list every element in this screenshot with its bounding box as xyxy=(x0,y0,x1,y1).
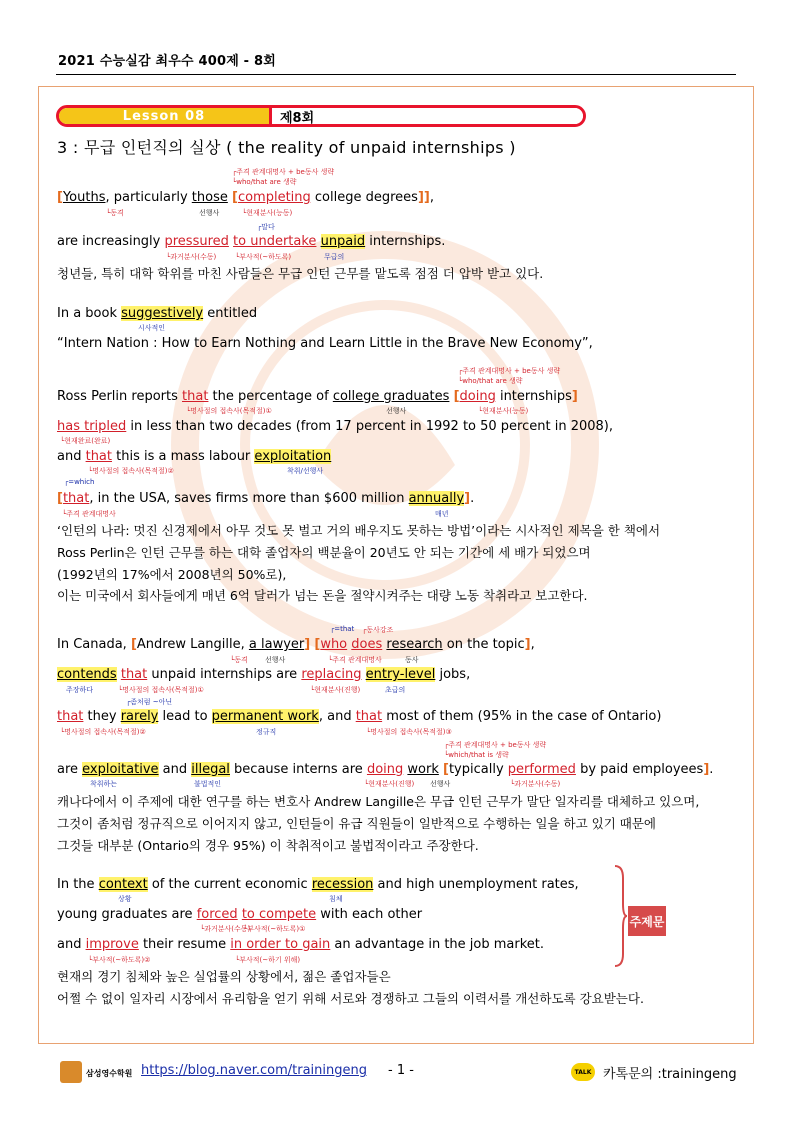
text: In the xyxy=(57,877,99,892)
sentence-line-1 xyxy=(57,190,434,205)
annotation: └who/that are 생략 xyxy=(458,377,523,385)
keyword: that xyxy=(85,449,112,464)
keyword: does xyxy=(351,637,383,652)
lesson-round: 제8회 xyxy=(272,108,583,124)
bracket: [ xyxy=(130,637,137,652)
translation: 이는 미국에서 회사들에게 매년 6억 달러가 넘는 돈을 절약시켜주는 대량 노동 착취라고 보고한다. xyxy=(57,588,588,603)
keyword: in order to gain xyxy=(230,937,331,952)
keyword: to compete xyxy=(241,907,317,922)
text: are increasingly xyxy=(57,234,165,249)
annotation: 불법적인 xyxy=(194,780,222,788)
annotation: └부사적(~하도록)① xyxy=(243,925,306,933)
annotation: └명사절의 접속사(목적절)③ xyxy=(366,728,452,736)
keyword: to undertake xyxy=(233,234,317,249)
annotation: 침체 xyxy=(329,895,343,903)
bracket: [ xyxy=(453,389,460,404)
keyword: pressured xyxy=(164,234,229,249)
text: , xyxy=(429,190,434,205)
translation: ‘인턴의 나라: 멋진 신경제에서 아무 것도 못 벌고 거의 배우지도 못하는 방법’이라는 시사적인 제목을 한 책에서 xyxy=(57,523,661,538)
annotation: 착취/선행사 xyxy=(287,467,324,475)
bracket: ] xyxy=(571,389,578,404)
header-rule xyxy=(56,74,736,75)
sentence-line-8 xyxy=(57,491,474,506)
annotation: ┌=which xyxy=(64,478,95,486)
translation: 그것이 좀처럼 정규직으로 이어지지 않고, 인턴들이 유급 직원들이 일반적으로 수행하는 일을 하고 있기 때문에 xyxy=(57,816,657,831)
word: Youths xyxy=(62,190,106,205)
keyword: doing xyxy=(459,389,496,404)
keyword: that xyxy=(57,709,84,724)
sentence-line-7 xyxy=(57,449,331,464)
sentence-line-6 xyxy=(57,419,613,434)
bracket: ]] xyxy=(417,190,430,205)
text: unpaid internships are xyxy=(147,667,302,682)
vocab-word: permanent work xyxy=(211,709,319,724)
annotation: └현재분사(진행) xyxy=(364,780,415,788)
keyword: who xyxy=(320,637,348,652)
vocab-word: contends xyxy=(57,667,117,682)
annotation: 선행사 xyxy=(430,780,451,788)
academy-name: 삼성영수학원 xyxy=(86,1069,133,1078)
keyword: improve xyxy=(85,937,139,952)
annotation: └명사절의 접속사(목적절)① xyxy=(118,686,204,694)
text: and high unemployment rates, xyxy=(373,877,579,892)
annotation: 선행사 xyxy=(265,656,286,664)
lesson-label: Lesson 08 xyxy=(59,108,269,124)
text: young graduates are xyxy=(57,907,197,922)
text: , xyxy=(240,637,249,652)
annotation: 무급의 xyxy=(324,253,345,261)
annotation: └명사절의 접속사(목적절)② xyxy=(60,728,146,736)
text: Ross Perlin reports xyxy=(57,389,183,404)
annotation: ┌주격 관계대명사 + be동사 생략 xyxy=(458,367,561,375)
annotation: 선행사 xyxy=(386,407,407,415)
keyword: that xyxy=(355,709,383,724)
sentence-line-13 xyxy=(57,877,579,892)
translation: 청년들, 특히 대학 학위를 마친 사람들은 무급 인턴 근무를 맡도록 점점 더 압박 받고 있다. xyxy=(57,266,544,281)
annotation: 착취하는 xyxy=(90,780,118,788)
academy-logo xyxy=(60,1061,82,1083)
keyword: doing xyxy=(366,762,404,777)
annotation: └현재완료(완료) xyxy=(60,437,111,445)
vocab-word: exploitation xyxy=(254,449,332,464)
annotation: └which/that is 생략 xyxy=(444,751,509,759)
annotation: 동사 xyxy=(405,656,419,664)
sentence-line-10 xyxy=(57,667,470,682)
document-header: 2021 수능실감 최우수 400제 - 8회 xyxy=(58,54,277,69)
keyword: completing xyxy=(237,190,311,205)
sentence-line-11 xyxy=(57,709,661,724)
vocab-word: context xyxy=(98,877,148,892)
annotation: └현재분사(진행) xyxy=(310,686,361,694)
bracket: [ xyxy=(57,491,63,506)
passage-title: 3 : 무급 인턴직의 실상 ( the reality of unpaid internships ) xyxy=(57,138,516,157)
word: research xyxy=(386,637,443,652)
vocab-word: illegal xyxy=(191,762,230,777)
annotation: 초급의 xyxy=(385,686,406,694)
annotation: └과거분사(수동) xyxy=(200,925,251,933)
text: entitled xyxy=(203,306,258,321)
text: this is a mass labour xyxy=(112,449,255,464)
sentence-line-9 xyxy=(57,637,535,652)
text: by paid employees xyxy=(575,762,704,777)
text: because interns are xyxy=(229,762,367,777)
text xyxy=(316,234,320,249)
text: on the topic xyxy=(442,637,525,652)
annotation: └부사적(~하도록)② xyxy=(88,956,151,964)
sentence-line-12 xyxy=(57,762,713,777)
annotation: ┌=that xyxy=(330,625,355,633)
annotation: └현재분사(능동) xyxy=(478,407,529,415)
text: lead to xyxy=(158,709,212,724)
keyword: that xyxy=(62,491,90,506)
text: typically xyxy=(448,762,508,777)
keyword: that xyxy=(120,667,148,682)
text: . xyxy=(470,491,475,506)
annotation: └주격 관계대명사 xyxy=(62,510,116,518)
word: college graduates xyxy=(332,389,450,404)
annotation: ┌좀처럼 ~아닌 xyxy=(126,698,173,706)
text: , particularly xyxy=(105,190,192,205)
vocab-word: unpaid xyxy=(320,234,366,249)
lesson-banner xyxy=(56,105,586,127)
text: , xyxy=(530,637,535,652)
annotation: ┌동사강조 xyxy=(362,626,394,634)
annotation: └현재분사(능동) xyxy=(242,209,293,217)
annotation: └who/that are 생략 xyxy=(232,178,297,186)
text: jobs, xyxy=(435,667,471,682)
sentence-line-3 xyxy=(57,306,257,321)
translation: Ross Perlin은 인턴 근무를 하는 대학 졸업자의 백분율이 20년도 안 되는 기간에 세 배가 되었으며 xyxy=(57,545,591,560)
annotation: └동격 xyxy=(106,209,124,217)
translation: 현재의 경기 침체와 높은 실업률의 상황에서, 젊은 졸업자들은 xyxy=(57,969,391,984)
bracket: ] xyxy=(304,637,311,652)
text: most of them (95% in the case of Ontario) xyxy=(382,709,662,724)
translation: 캐나다에서 이 주제에 대한 연구를 하는 변호사 Andrew Langille은 무급 인턴 근무가 말단 일자리를 대체하고 있으며, xyxy=(57,794,700,809)
text: internships. xyxy=(365,234,446,249)
translation: 어쩔 수 없이 일자리 시장에서 유리함을 얻기 위해 서로와 경쟁하고 그들의 이력서를 개선하도록 강요받는다. xyxy=(57,991,644,1006)
text: their resume xyxy=(138,937,231,952)
annotation: ┌주격 관계대명사 + be동사 생략 xyxy=(232,168,335,176)
sentence-line-2 xyxy=(57,234,445,249)
bracket: ] xyxy=(524,637,531,652)
sentence-line-4: “Intern Nation : How to Earn Nothing and Learn Little in the Brave New Economy”, xyxy=(57,336,593,351)
text: they xyxy=(83,709,121,724)
annotation: └과거분사(수동) xyxy=(510,780,561,788)
bracket: ] xyxy=(703,762,710,777)
text: internships xyxy=(495,389,572,404)
vocab-word: annually xyxy=(408,491,465,506)
bracket: [ xyxy=(231,190,238,205)
keyword: replacing xyxy=(301,667,362,682)
annotation: 시사적인 xyxy=(138,324,166,332)
text: In a book xyxy=(57,306,122,321)
sentence-line-14 xyxy=(57,907,422,922)
annotation: 매년 xyxy=(435,510,449,518)
annotation: 상황 xyxy=(118,895,132,903)
keyword: forced xyxy=(196,907,238,922)
vocab-word: entry-level xyxy=(365,667,436,682)
vocab-word: exploitative xyxy=(82,762,159,777)
bracket: [ xyxy=(443,762,449,777)
keyword: has tripled xyxy=(57,419,127,434)
word: work xyxy=(407,762,439,777)
word: those xyxy=(191,190,228,205)
text: college degrees xyxy=(310,190,418,205)
annotation: └주격 관계대명사 xyxy=(328,656,382,664)
keyword: performed xyxy=(507,762,576,777)
bracket: [ xyxy=(57,190,63,205)
page-number: - 1 - xyxy=(388,1063,414,1078)
keyword: that xyxy=(182,389,209,404)
text: , in the USA, saves firms more than $600 million xyxy=(89,491,409,506)
sentence-line-5 xyxy=(57,389,578,404)
text: In Canada, xyxy=(57,637,131,652)
kakao-contact: 카톡문의 :trainingeng xyxy=(603,1067,737,1082)
text: in less than two decades (from 17 percent in 1992 to 50 percent in 2008), xyxy=(126,419,614,434)
annotation: 선행사 xyxy=(199,209,220,217)
sentence-line-15 xyxy=(57,937,544,952)
annotation: └과거분사(수동) xyxy=(166,253,217,261)
text: with each other xyxy=(316,907,423,922)
bracket: [ xyxy=(314,637,321,652)
text: an advantage in the job market. xyxy=(330,937,544,952)
bracket: ] xyxy=(464,491,471,506)
annotation: 정규직 xyxy=(256,728,277,736)
annotation: └동격 xyxy=(230,656,248,664)
text: of the current economic xyxy=(147,877,312,892)
text: , and xyxy=(318,709,356,724)
word: a lawyer xyxy=(248,637,305,652)
text: are xyxy=(57,762,83,777)
text: the percentage of xyxy=(208,389,333,404)
vocab-word: suggestively xyxy=(121,306,204,321)
annotation: ┌주격 관계대명사 + be동사 생략 xyxy=(444,741,547,749)
vocab-word: recession xyxy=(311,877,374,892)
text: . xyxy=(709,762,714,777)
annotation: ┌말다 xyxy=(257,223,275,231)
annotation: └명사절의 접속사(목적절)② xyxy=(88,467,174,475)
blog-link[interactable]: https://blog.naver.com/trainingeng xyxy=(141,1063,367,1078)
text xyxy=(361,667,365,682)
theme-brace xyxy=(613,864,627,968)
kakao-talk-icon: TALK xyxy=(571,1063,595,1081)
text: and xyxy=(57,449,86,464)
annotation: └부사적(~하도록) xyxy=(235,253,292,261)
translation: (1992년의 17%에서 2008년의 50%로), xyxy=(57,567,287,582)
translation: 그것들 대부분 (Ontario의 경우 95%) 이 착취적이고 불법적이라고 주장한다. xyxy=(57,838,479,853)
theme-sentence-badge: 주제문 xyxy=(628,906,666,936)
text: and xyxy=(158,762,192,777)
vocab-word: rarely xyxy=(120,709,159,724)
text: Andrew Langille xyxy=(136,637,241,652)
annotation: └명사절의 접속사(목적절)① xyxy=(186,407,272,415)
annotation: └부사적(~하기 위해) xyxy=(235,956,301,964)
annotation: 주장하다 xyxy=(66,686,94,694)
text: and xyxy=(57,937,86,952)
